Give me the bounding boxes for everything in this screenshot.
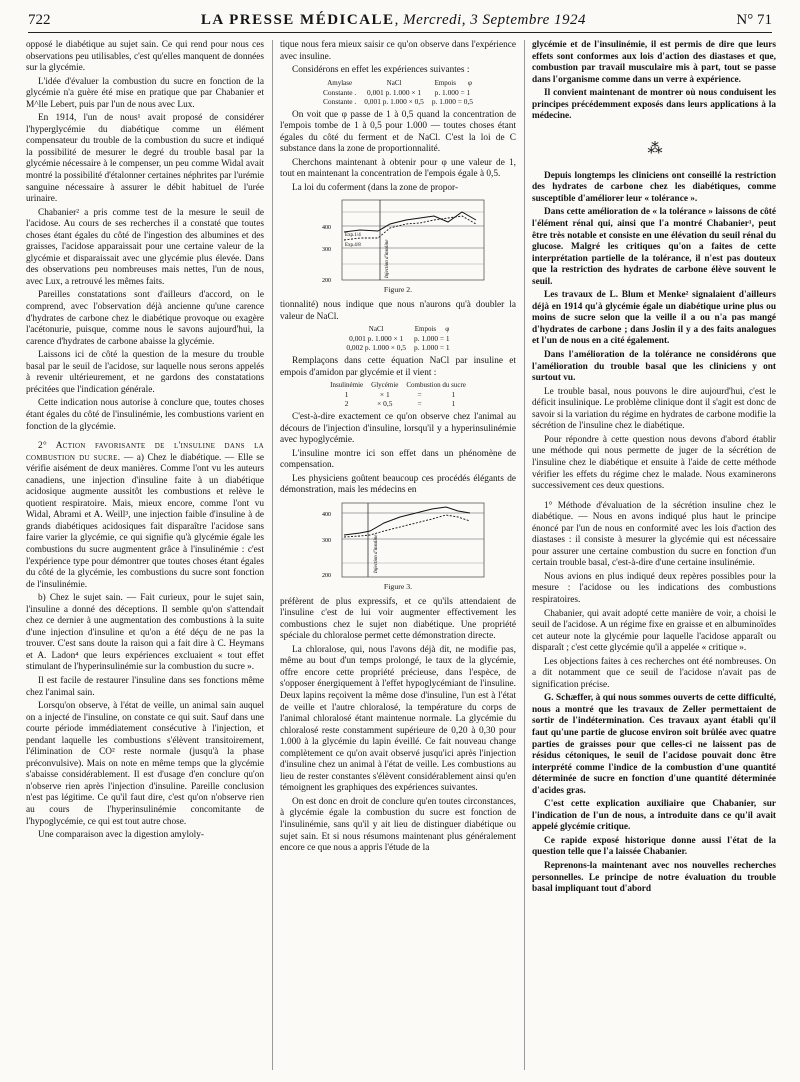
paragraph: La chloralose, qui, nous l'avons déjà dit, ne modifie pas, même au bout d'un temps prolongé, le taux de la glycémie, offre encore cette propriété précieuse, dans l'espèce, de s'opposer énergiquement à l'effet hypoglycémiant de l'insuline. Deux lapins reçoivent la même dose d'insuline, l'un est à l'état de veille et l'autre chloralosé, la température du corps de l'animal chloralosé étant maintenue normale. La glycémie du chloralosé reste constamment supérieure de 0,20 à 0,30 pour 1.000 à la glycémie du lapin éveillé. Ce fait nouveau change complètement ce qu'on avait observé jusqu'ici après l'injection d'insuline chez un animal à l'état de veille. Les combustions au lieu de rester constantes s'élèvent considérablement ainsi qu'en témoignent les graphiques des expériences suivantes. <box>280 644 516 794</box>
figure-3-graph <box>320 501 488 579</box>
paragraph: Laissons ici de côté la question de la mesure du trouble basal par le seuil de l'acidose, sur laquelle nous serons appelés à revenir ultérieurement, et ne gardons des constatations précitées que l'indication générale. <box>26 350 264 395</box>
y-tick-label: 300 <box>322 247 331 254</box>
paragraph: Reprenons-la maintenant avec nos nouvelles recherches personnelles. Le principe de notre évaluation du trouble basal impliquant tout d'abord <box>532 861 776 895</box>
issue-date: Mercredi, 3 Septembre 1924 <box>403 12 587 28</box>
table-cell: 0,001 p. 1.000 × 1 <box>349 334 404 344</box>
paragraph: Cette indication nous autorise à conclure que, toutes choses étant égales du côté de l'insulinémie, les combustions varient en fonction de la glycémie. <box>26 398 264 432</box>
table-cell: 1 <box>451 399 456 409</box>
paragraph: C'est cette explication auxiliaire que Chabanier, sur l'indication de l'un de nous, a introduite dans ce qu'il avait appelé glycémie critique. <box>532 799 776 833</box>
curve-line <box>344 515 470 537</box>
paragraph: Chabanier, qui avait adopté cette manière de voir, a choisi le seuil de l'acidose. A un régime fixe en graisse et en albuminoïdes cet auteur note la glycémie pour laquelle l'acidose apparaît ou disparaît ; c'est cette glycémie qu'il a appelée « critique ». <box>532 608 776 654</box>
table-insulinemie <box>326 381 470 408</box>
paragraph: — a) Chez le diabétique. — Elle se vérifie aisément de deux manières. Comme l'ont vu les auteurs canadiens, une injection d'insuline faite à un diabétique acidosique augmente aussitôt les combustions et relève le quotient respiratoire. Mais, mieux encore, comme l'ont vu Widal, Abrami et A. Weill³, une injection faible d'insuline à de grands diabétiques acidosiques fait disparaître l'acidose sans faire varier la glycémie, ce qui signifie qu'à glycémie égale les combustions du sucre augmentent grâce à l'insulinémie : c'est l'expérience type pour démontrer que toutes choses étant égales du côté de la glycémie, les combustions du sucre sont fonction de l'insulinémie. <box>26 452 264 590</box>
paragraph: Pareilles constatations sont d'ailleurs d'accord, on le comprend, avec l'observation déjà ancienne qu'une carence d'hydrates de carbone chez le diabétique provoque ou exagère l'acétonurie, puisque, comme nous le savons aujourd'hui, la carence d'hydrates de carbone abaisse la glycémie. <box>26 290 264 347</box>
table-cell: 0,001 p. 1.000 × 1 <box>367 87 422 97</box>
section-title: 2° Action favorisante de l'insuline dans la combustion du sucre. <box>26 441 264 463</box>
table-cell: 1 <box>344 390 349 400</box>
figure-caption: Figure 3. <box>383 582 413 592</box>
paragraph: L'idée d'évaluer la combustion du sucre en fonction de la glycémie n'a guère été mise en pratique que par Chabanier et M^lle Lebert, puis par l'un de nous avec Lux. <box>26 76 264 110</box>
y-tick-label: 400 <box>322 225 331 232</box>
paragraph: Les travaux de L. Blum et Menke² signalaient d'ailleurs déjà en 1914 qu'à glycémie égale un diabétique urine plus ou moins de sucre selon que la veille il a ou n'a pas mangé d'hydrates de carbone ; dans Joslin il y a des faits analogues et l'un de nous en a cité également. <box>532 290 776 347</box>
paragraph: opposé le diabétique au sujet sain. Ce qui rend pour nous ces observations peu utilisables, c'est qu'elles manquent de données sur la glycémie. <box>26 40 264 74</box>
paragraph: b) Chez le sujet sain. — Fait curieux, pour le sujet sain, l'insuline a donné des déceptions. Il semble qu'on s'attendait chez ce dernier à une augmentation des combustions à la suite d'une injection d'insuline et qu'on a été déçu de ne pas la trouver. C'est sans doute la raison qui a fait dire à C. Heymans et A. Ladon⁴ que leurs expériences excluaient « tout effet stimulant de l'hyperinsulinémie sur la combustion du sucre ». <box>26 593 264 673</box>
table-header: Insulinémie <box>330 381 364 390</box>
paragraph: Lorsqu'on observe, à l'état de veille, un animal sain auquel on a injecté de l'insuline, on constate ce qui suit. Sauf dans une courte période immédiatement consécutive à l'injection, et pendant laquelle les combustions s'élèvent transitoirement, l'élimination de CO² reste normale (jusqu'à la phase préconvulsive). Mais on note en même temps que la glycémie s'abaisse considérablement. Il est d'usage d'en conclure qu'on n'observe rien après l'injection d'insuline. Pareille conclusion n'est pas légitime. Ce qu'il faut dire, c'est qu'on n'observe rien au cours de l'hyperinsulinémie concomitante de l'hypoglycémie, ce qui est tout autre chose. <box>26 701 264 827</box>
column-1 <box>26 40 264 844</box>
paragraph: Dans l'amélioration de la tolérance ne considérons que l'amélioration du trouble basal que les cliniciens y ont surtout vu. <box>532 350 776 384</box>
running-title: LA PRESSE MÉDICALE, Mercredi, 3 Septembre 1924 <box>200 12 587 28</box>
table-cell: Constante . <box>323 96 357 106</box>
table-cell: p. 1.000 = 1 <box>434 87 471 97</box>
paragraph: On voit que φ passe de 1 à 0,5 quand la concentration de l'empois tombe de 1 à 0,5 pour 1.000 — toutes choses étant égales du côté du ferment et de NaCl. C'est la loi de C substance dans la zone de proportionnalité. <box>280 109 516 155</box>
table-header: φ <box>445 325 450 334</box>
paragraph: La loi du coferment (dans la zone de propor- <box>292 182 459 193</box>
paragraph: préfèrent de plus expressifs, et ce qu'ils attendaient de l'insuline c'est de lui voir augmenter effectivement les combustions chez le sujet non diabétique. Une propriété spéciale du chloralose permet cette démonstration directe. <box>280 596 516 642</box>
table-amylase <box>319 79 477 106</box>
table-header: φ <box>467 78 472 87</box>
paragraph: Les objections faites à ces recherches ont été nombreuses. On a dit notamment que ce seuil de l'acidose n'avait pas de signification précise. <box>532 656 776 690</box>
table-cell: 0,001 p. 1.000 × 0,5 <box>364 96 424 106</box>
table-cell: 1 <box>451 390 456 400</box>
paragraph: Pour répondre à cette question nous devons d'abord établir une méthode qui nous permette de juger de la sécrétion de l'insuline chez le diabétique et ensuite à l'aide de cette méthode vérifier les effets du régime chez le malade. Nous examinerons successivement ces deux questions. <box>532 434 776 492</box>
table-cell: 2 <box>344 399 349 409</box>
table-cell: × 1 <box>379 390 390 400</box>
table-header: NaCl <box>368 325 384 334</box>
table-header: Amylase <box>327 78 353 87</box>
curve-label: Exp.4/8 <box>345 243 361 249</box>
paragraph: Considérons en effet les expériences suivantes : <box>292 65 470 76</box>
y-tick-label: 300 <box>322 538 331 545</box>
curve-line <box>344 507 470 535</box>
table-row <box>342 334 453 343</box>
table-cell: = <box>417 399 422 409</box>
paragraph: G. Schæffer, à qui nous sommes ouverts de cette difficulté, nous a montré que les travaux de Zeller permettaient de sortir de l'indétermination. Ces travaux ayant établi qu'il faut qu'une partie de glucose environ soit brûlée avec quatre parties de graisses pour que celles-ci ne laissent pas de résidus cétoniques, le seuil de l'acidose pouvait donc être interprété comme l'indice de la combustion d'une quantité déterminée de sucre en fonction d'une quantité déterminée d'acides gras. <box>532 693 776 796</box>
issue-number: N° 71 <box>736 12 772 28</box>
page-number: 722 <box>28 12 51 28</box>
paragraph: Remplaçons dans cette équation NaCl par insuline et empois d'amidon par glycémie et il vient : <box>280 356 516 378</box>
table-cell: Constante . <box>323 87 357 97</box>
page-header <box>28 12 772 33</box>
figure-3 <box>320 501 488 579</box>
paragraph: Cherchons maintenant à obtenir pour φ une valeur de 1, tout en maintenant la concentration de l'empois égale à 0,5. <box>280 157 516 180</box>
table-cell: p. 1.000 = 1 <box>414 334 450 344</box>
figure-caption: Figure 2. <box>383 285 413 295</box>
vertical-label: Injection d'insuline <box>374 534 379 574</box>
y-tick-label: 200 <box>322 278 331 283</box>
table-cell: 0,002 p. 1.000 × 0,5 <box>346 343 406 353</box>
table-row <box>319 97 477 106</box>
vertical-label: Injection d'insuline <box>385 240 390 279</box>
paragraph: Une comparaison avec la digestion amyloly- <box>38 830 205 841</box>
column-divider <box>524 40 525 1070</box>
paragraph: L'insuline montre ici son effet dans un phénomène de compensation. <box>280 448 516 471</box>
journal-title: LA PRESSE MÉDICALE <box>200 12 395 28</box>
paragraph: 1° Méthode d'évaluation de la sécrétion insuline chez le diabétique. — Nous en avons indiqué plus haut le principe énoncé par l'un de nous en conformité avec les lois d'action des diastases : il consiste à mesurer la glycémie qui est nécessaire pour assurer une certaine combustion du sucre en fonction d'un certain trouble basal, c'est-à-dire d'une certaine insulinémie. <box>532 500 776 569</box>
table-cell: × 0,5 <box>377 399 393 409</box>
paragraph: Chabanier² a pris comme test de la mesure le seuil de l'acidose. Au cours de ses recherches il a constaté que toutes choses étant égales du côté de l'ingestion des albumines et des graisses, l'acidose apparaissait pour une certaine valeur de la glycémie et disparaissait avec une glycémie plus élevée. Dans des observations peu nombreuses mais nettes, l'un de nous, avec Lux, a retrouvé les mêmes faits. <box>26 207 264 287</box>
column-3 <box>532 40 776 898</box>
section-heading <box>26 441 264 591</box>
figure-2-graph <box>320 198 488 282</box>
paragraph: Le trouble basal, nous pouvons le dire aujourd'hui, c'est le déficit insulinique. Le problème clinique dont il s'agit est donc de savoir si la variation du régime en hydrates de carbone modifie la sécrétion de l'insuline chez le diabétique. <box>532 386 776 432</box>
figure-2 <box>320 198 488 282</box>
paragraph: Dans cette amélioration de « la tolérance » laissons de côté l'élément rénal qui, ainsi que l'a montré Chabanier¹, peut être très notable et consiste en une élévation du seuil rénal du glucose. Malgré les critiques qu'on a faites de cette interprétation partielle de la tolérance, il n'est pas douteux que la restriction des hydrates de carbone élève souvent le seuil. <box>532 207 776 287</box>
column-2 <box>280 40 516 857</box>
paragraph: C'est-à-dire exactement ce qu'on observe chez l'animal au décours de l'injection d'insuline, lorsqu'il y a hyperinsulinémie avec hypoglycémie. <box>280 412 516 446</box>
curve-line <box>344 212 476 232</box>
table-row <box>319 88 477 97</box>
paragraph: Nous avions en plus indiqué deux repères possibles pour la mesure : l'acidose ou les indications des combustions respiratoires. <box>532 571 776 605</box>
paragraph: Depuis longtemps les cliniciens ont conseillé la restriction des hydrates de carbone chez les diabétiques, comme susceptible d'améliorer leur « tolérance ». <box>532 170 776 204</box>
y-tick-label: 200 <box>322 573 331 580</box>
table-nacl <box>342 325 453 352</box>
paragraph: tique nous fera mieux saisir ce qu'on observe dans l'expérience avec insuline. <box>280 40 516 62</box>
paragraph: On est donc en droit de conclure qu'en toutes circonstances, à glycémie égale la combustion du sucre est fonction de l'insulinémie, sans qu'il y ait lieu de distinguer diabétique ou sujet sain. Et si nous résumons maintenant plus généralement encore ce que nous a appris l'étude de la <box>280 796 516 854</box>
paragraph: tionnalité) nous indique que nous n'aurons qu'à doubler la valeur de NaCl. <box>280 300 516 322</box>
paragraph: Ce rapide exposé historique donne aussi l'état de la question telle que l'a laissée Chabanier. <box>532 835 776 858</box>
table-cell: = <box>417 390 422 400</box>
asterism-separator: ⁂ <box>647 140 661 157</box>
table-header: Combustion du sucre <box>406 381 466 390</box>
paragraph: Il convient maintenant de montrer où nous conduisent les principes précédemment exposés dans leurs applications à la médecine. <box>532 88 776 122</box>
y-tick-label: 400 <box>322 512 331 519</box>
table-row <box>342 343 453 352</box>
table-header: Empois <box>434 78 456 87</box>
column-divider <box>272 40 273 1070</box>
table-header: NaCl <box>386 78 402 87</box>
table-header: Empois <box>414 325 437 334</box>
table-cell: p. 1.000 = 1 <box>414 343 450 353</box>
table-header: Glycémie <box>371 381 399 390</box>
table-row <box>326 390 470 399</box>
paragraph: Il est facile de restaurer l'insuline dans ses fonctions même chez l'animal sain. <box>26 675 264 698</box>
paragraph: Les physiciens goûtent beaucoup ces procédés élégants de démonstration, mais les médecins en <box>280 473 516 496</box>
paragraph: En 1914, l'un de nous¹ avait proposé de considérer l'hyperglycémie du diabétique comme un élément compensateur du trouble de la combustion du sucre et indiqué la possibilité de mesurer le degré du trouble basal par la glycémie nécessaire à le compenser, un peu comme Widal avait montré la possibilité d'étalonner certaines néphrites par l'urémie sanguine nécessaire à assurer le débit habituel de l'urée urinaire. <box>26 113 264 205</box>
table-cell: p. 1.000 = 0,5 <box>431 96 473 106</box>
table-row <box>326 399 470 408</box>
curve-label: Exp.1/4 <box>345 233 361 239</box>
paragraph: glycémie et de l'insulinémie, il est permis de dire que leurs effets sont conformes aux lois d'action des diastases et que, combustion par travail musculaire mis à part, tout se passe dans l'organisme comme dans un verre à expérience. <box>532 40 776 85</box>
